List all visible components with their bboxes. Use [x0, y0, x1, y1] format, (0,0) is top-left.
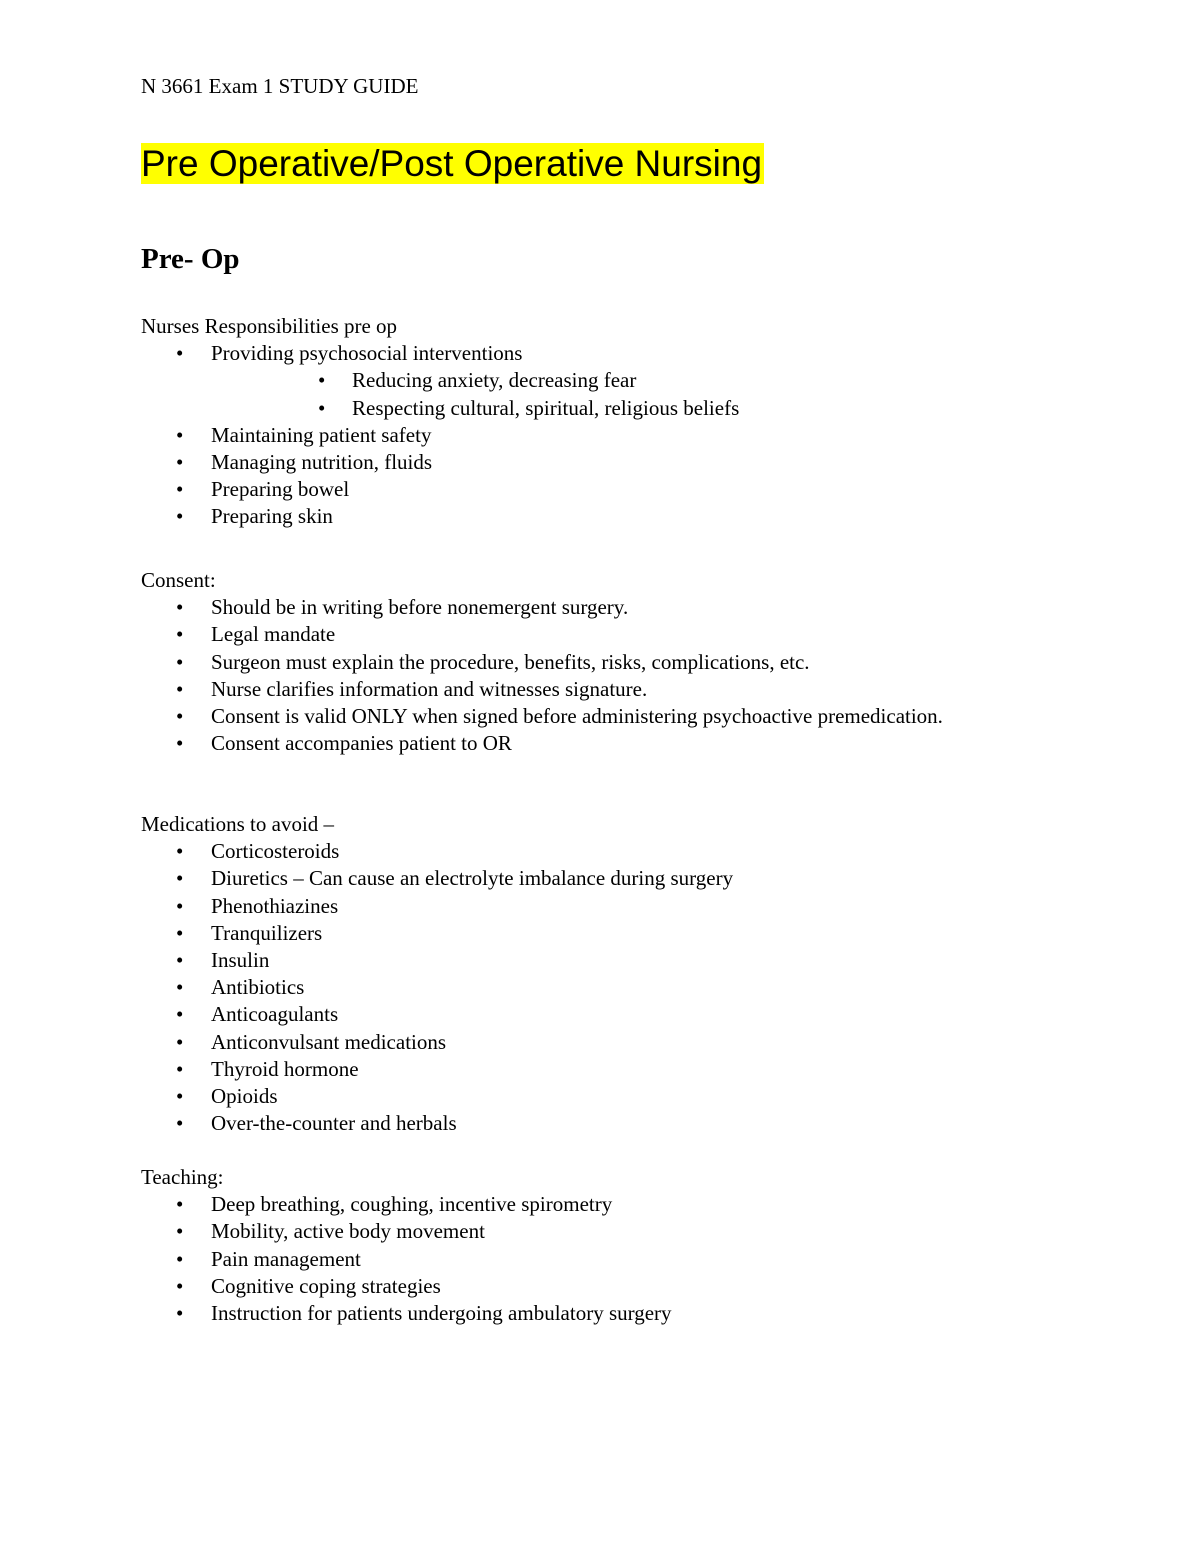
sub-list-item: • Reducing anxiety, decreasing fear	[211, 367, 1141, 394]
list-item: • Nurse clarifies information and witnesses signature.	[141, 676, 1141, 703]
teaching-label: Teaching:	[141, 1165, 224, 1189]
sub-list-item: • Respecting cultural, spiritual, religious beliefs	[211, 395, 1141, 422]
medications-label: Medications to avoid –	[141, 812, 335, 836]
list-item	[141, 340, 1141, 422]
medications-list	[141, 838, 1141, 1137]
section-heading-pre-op: Pre- Op	[141, 243, 240, 275]
list-item: • Antibiotics	[141, 974, 1141, 1001]
highlighted-title-text: Pre Operative/Post Operative Nursing	[141, 143, 763, 184]
list-item: • Cognitive coping strategies	[141, 1273, 1141, 1300]
list-item: • Preparing skin	[141, 503, 1141, 530]
list-item: • Insulin	[141, 947, 1141, 974]
nurses-responsibilities-section	[141, 313, 1141, 531]
teaching-list	[141, 1191, 1141, 1327]
page-title	[141, 139, 764, 189]
medications-section	[141, 811, 1141, 1137]
consent-list	[141, 594, 1141, 757]
list-item: • Diuretics – Can cause an electrolyte imbalance during surgery	[141, 865, 1141, 892]
list-item: • Managing nutrition, fluids	[141, 449, 1141, 476]
list-item: • Phenothiazines	[141, 893, 1141, 920]
document-header: N 3661 Exam 1 STUDY GUIDE	[141, 74, 419, 98]
list-item: • Consent accompanies patient to OR	[141, 730, 1141, 757]
consent-section	[141, 567, 1141, 757]
list-item: • Thyroid hormone	[141, 1056, 1141, 1083]
list-item: • Consent is valid ONLY when signed before administering psychoactive premedication.	[141, 703, 1141, 730]
list-item: • Legal mandate	[141, 621, 1141, 648]
list-item: • Anticoagulants	[141, 1001, 1141, 1028]
list-item: • Deep breathing, coughing, incentive spirometry	[141, 1191, 1141, 1218]
list-item: • Surgeon must explain the procedure, benefits, risks, complications, etc.	[141, 649, 1141, 676]
list-item: • Mobility, active body movement	[141, 1218, 1141, 1245]
list-item: • Over-the-counter and herbals	[141, 1110, 1141, 1137]
list-item: • Tranquilizers	[141, 920, 1141, 947]
list-item-text: Providing psychosocial interventions	[211, 341, 523, 366]
psychosocial-sublist	[211, 367, 1141, 421]
teaching-section	[141, 1164, 1141, 1327]
list-item: • Opioids	[141, 1083, 1141, 1110]
list-item: • Should be in writing before nonemergent surgery.	[141, 594, 1141, 621]
list-item: • Anticonvulsant medications	[141, 1029, 1141, 1056]
list-item: • Pain management	[141, 1246, 1141, 1273]
list-item: • Preparing bowel	[141, 476, 1141, 503]
list-item: • Corticosteroids	[141, 838, 1141, 865]
list-item: • Instruction for patients undergoing ambulatory surgery	[141, 1300, 1141, 1327]
consent-label: Consent:	[141, 568, 216, 592]
nurses-responsibilities-list	[141, 340, 1141, 530]
nurses-responsibilities-label: Nurses Responsibilities pre op	[141, 314, 398, 338]
list-item: • Maintaining patient safety	[141, 422, 1141, 449]
